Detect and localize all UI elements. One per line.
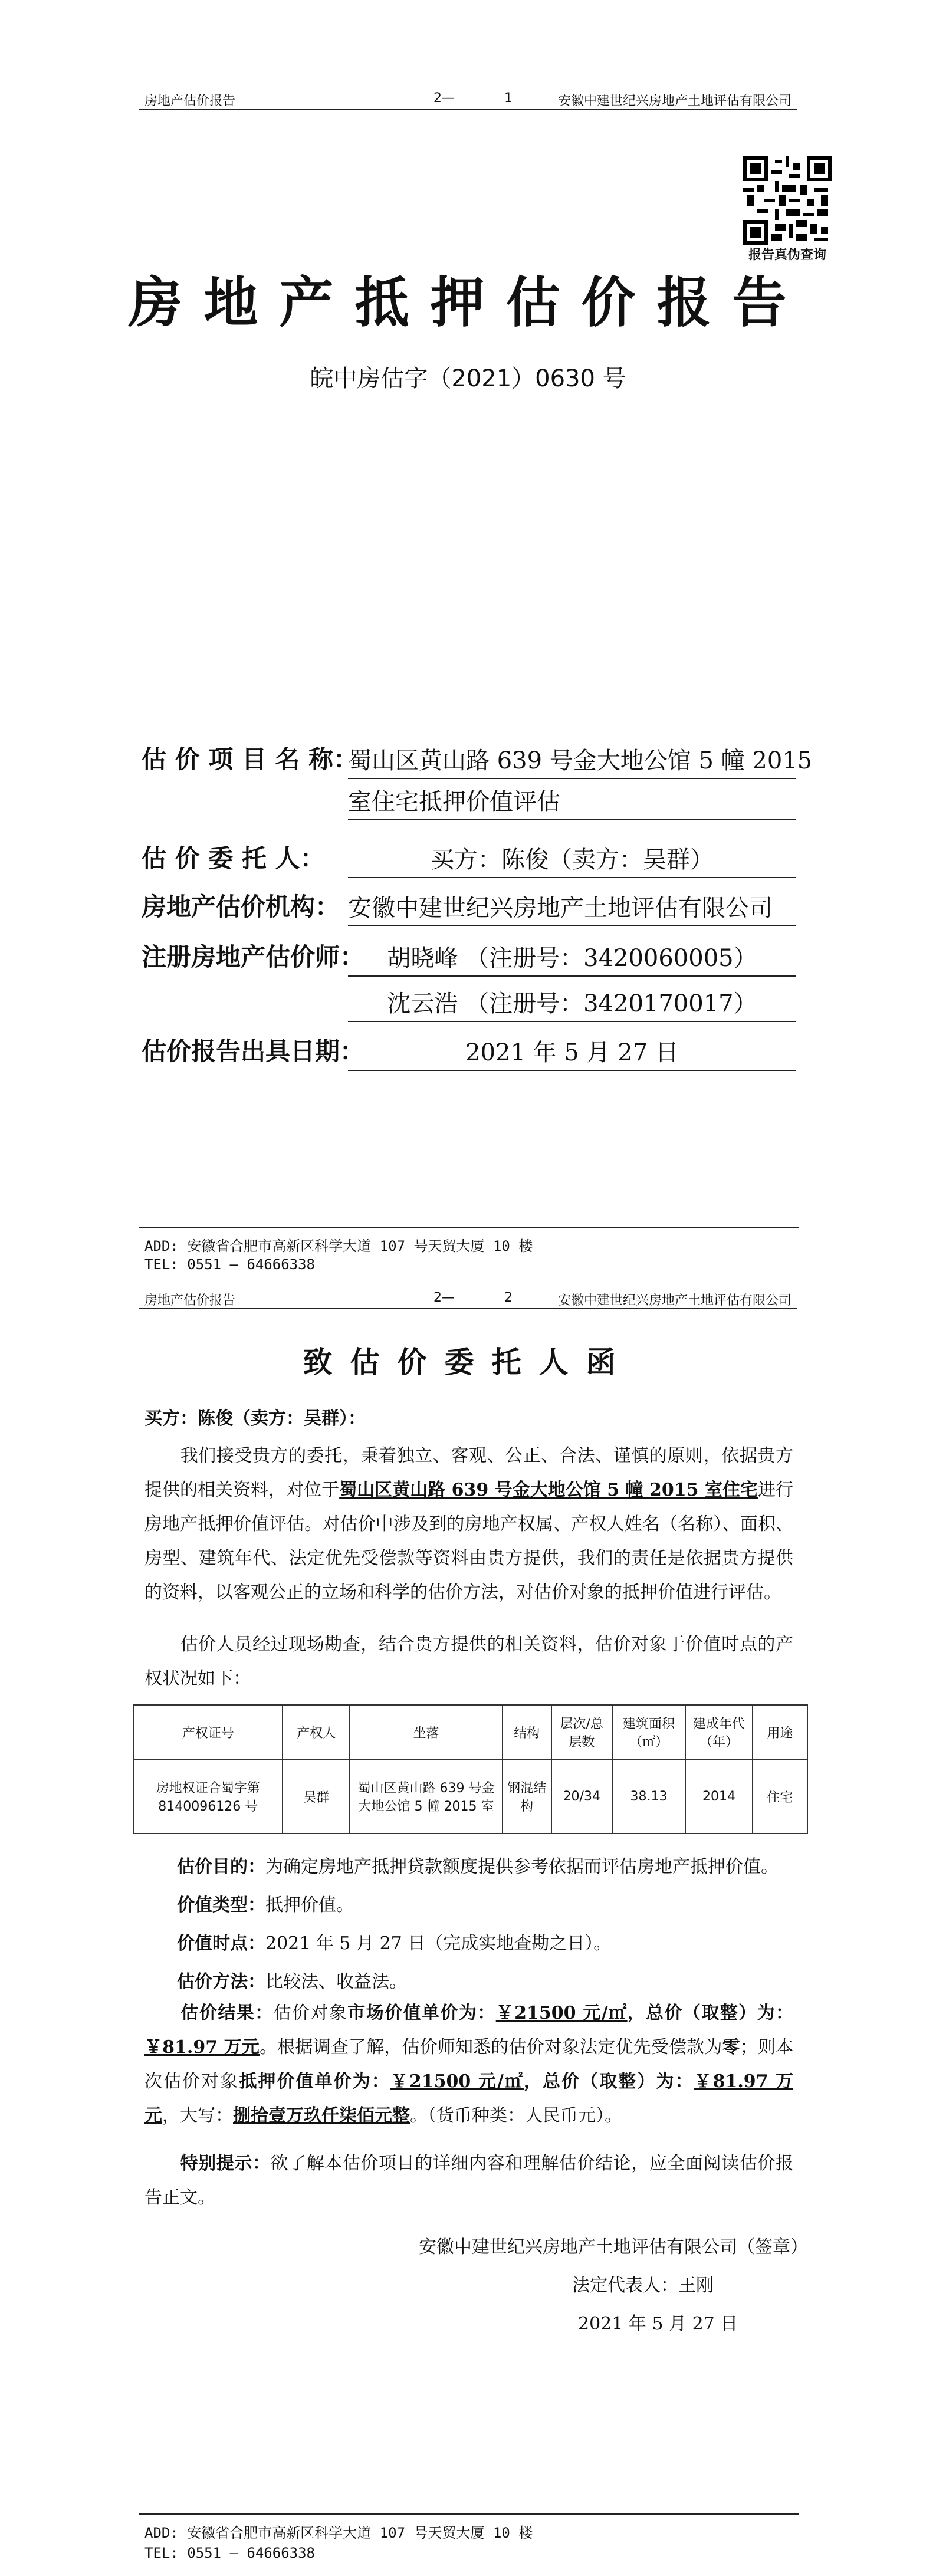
method-label: 估价方法： xyxy=(177,1972,265,1992)
para1-text-c: 进行房地产抵押价值评估。对估价中涉及到的房地产权属、产权人姓名（名称）、面积、房型、建筑年代、法定优先受偿款等资料由贵方提供，我们的责任是依据贵方提供的资料，以客观公正的立场和科学的估价方法，对估价对象的抵押价值进行评估。 xyxy=(144,1480,793,1603)
header-report-name: 房地产估价报告 xyxy=(144,94,236,109)
report-date-value: 2021 年 5 月 27 日 xyxy=(348,1034,796,1071)
footer-divider xyxy=(139,2513,799,2515)
purpose-value: 为确定房地产抵押贷款额度提供参考依据而评估房地产抵押价值。 xyxy=(265,1857,779,1877)
legal-representative: 法定代表人：王刚 xyxy=(572,2275,714,2296)
cell-use: 住宅 xyxy=(753,1759,807,1834)
client-label: 估 价 委 托 人： xyxy=(142,844,325,873)
report-date-label: 估价报告出具日期： xyxy=(142,1037,365,1066)
appraiser-label: 注册房地产估价师： xyxy=(142,942,365,971)
qr-code-icon[interactable] xyxy=(743,156,832,245)
header-report-name: 房地产估价报告 xyxy=(144,1293,236,1308)
purpose-line xyxy=(177,1852,779,1878)
value-time-line xyxy=(177,1928,611,1954)
footer-telephone: TEL: 0551 — 64666338 xyxy=(144,1256,315,1273)
header-page-prefix: 2— xyxy=(433,1290,455,1305)
result-text-8: ；则本次估价对象 xyxy=(144,2037,794,2092)
result-text-6: 。根据调查了解，估价师知悉的估价对象法定优先受偿款为 xyxy=(260,2037,722,2058)
result-text-4: ，总价（取整）为： xyxy=(627,2003,794,2023)
table-row xyxy=(133,1759,807,1834)
project-name-value-line2: 室住宅抵押价值评估 xyxy=(348,783,796,820)
result-text-1: 估价对象 xyxy=(273,2003,348,2023)
value-type-label: 价值类型： xyxy=(177,1895,265,1915)
letter-title: 致估价委托人函 xyxy=(303,1345,633,1379)
footer-divider xyxy=(139,1227,799,1228)
table-header-row xyxy=(133,1705,807,1759)
mortgage-unit-price: ￥21500 元/㎡ xyxy=(390,2071,524,2092)
special-note-paragraph xyxy=(144,2147,793,2215)
letter-paragraph-2 xyxy=(144,1628,793,1696)
result-text-11: ，总价（取整）为： xyxy=(523,2071,694,2092)
col-area: 建筑面积（㎡） xyxy=(612,1705,685,1759)
col-structure: 结构 xyxy=(503,1705,551,1759)
result-text-2: 市场价值单价为： xyxy=(347,2003,496,2023)
col-use: 用途 xyxy=(753,1705,807,1759)
result-label: 估价结果： xyxy=(180,2003,274,2023)
result-text-9: 抵押价值单价为： xyxy=(239,2071,390,2092)
appraiser-1: 胡晓峰 （注册号：3420060005） xyxy=(348,939,796,977)
document-number: 皖中房估字（2021）0630 号 xyxy=(310,365,626,392)
client-value: 买方：陈俊（卖方：吴群） xyxy=(348,841,796,878)
header-page-prefix: 2— xyxy=(433,91,455,106)
cell-cert-no: 房地权证合蜀字第8140096126 号 xyxy=(133,1759,283,1834)
value-type-value: 抵押价值。 xyxy=(265,1895,354,1915)
cell-location: 蜀山区黄山路 639 号金大地公馆 5 幢 2015 室 xyxy=(350,1759,503,1834)
cell-area: 38.13 xyxy=(612,1759,685,1834)
cell-owner: 吴群 xyxy=(283,1759,350,1834)
property-address: 蜀山区黄山路 639 号金大地公馆 5 幢 2015 室住宅 xyxy=(339,1480,758,1500)
market-total-price: ￥81.97 万元 xyxy=(144,2037,260,2058)
signature-company: 安徽中建世纪兴房地产土地评估有限公司（签章） xyxy=(419,2237,808,2258)
qr-caption: 报告真伪查询 xyxy=(748,248,826,262)
appraisal-org-label: 房地产估价机构： xyxy=(142,892,340,921)
result-paragraph xyxy=(144,1996,793,2133)
result-text-15: 。（货币种类：人民币元）。 xyxy=(410,2105,622,2126)
letter-paragraph-1 xyxy=(144,1439,793,1610)
special-note-label: 特别提示： xyxy=(180,2153,271,2174)
header-company: 安徽中建世纪兴房地产土地评估有限公司 xyxy=(557,94,792,109)
value-type-line xyxy=(177,1890,354,1916)
value-time-label: 价值时点： xyxy=(177,1933,265,1954)
col-floor: 层次/总层数 xyxy=(551,1705,612,1759)
cell-floor: 20/34 xyxy=(551,1759,612,1834)
col-owner: 产权人 xyxy=(283,1705,350,1759)
appraiser-2: 沈云浩 （注册号：3420170017） xyxy=(348,985,796,1022)
report-title: 房地产抵押估价报告 xyxy=(128,271,808,334)
method-value: 比较法、收益法。 xyxy=(265,1972,407,1992)
cell-year: 2014 xyxy=(685,1759,753,1834)
property-rights-table xyxy=(133,1704,808,1834)
purpose-label: 估价目的： xyxy=(177,1857,265,1877)
header-page-number: 2 xyxy=(504,1290,513,1305)
letter-addressee: 买方：陈俊（卖方：吴群）： xyxy=(144,1408,366,1429)
value-time-value: 2021 年 5 月 27 日（完成实地查勘之日）。 xyxy=(265,1933,612,1954)
signature-date: 2021 年 5 月 27 日 xyxy=(578,2314,738,2334)
special-note-value: 欲了解本估价项目的详细内容和理解估价结论，应全面阅读估价报告正文。 xyxy=(144,2153,794,2208)
para2-text: 估价人员经过现场勘查，结合贵方提供的相关资料，估价对象于价值时点的产权状况如下： xyxy=(144,1634,793,1689)
cell-structure: 钢混结构 xyxy=(503,1759,551,1834)
header-page-number: 1 xyxy=(504,91,513,106)
footer-address: ADD: 安徽省合肥市高新区科学大道 107 号天贸大厦 10 楼 xyxy=(144,2525,533,2541)
footer-address: ADD: 安徽省合肥市高新区科学大道 107 号天贸大厦 10 楼 xyxy=(144,1238,533,1254)
amount-in-words: 捌拾壹万玖仟柒佰元整 xyxy=(233,2105,410,2126)
col-year: 建成年代（年） xyxy=(685,1705,753,1759)
para1-text-a: 我们接受贵方的委托，秉着独立、客观、公正、合法、谨慎的原则，依据贵方提供的相关资料，对位于 xyxy=(144,1445,793,1500)
market-unit-price: ￥21500 元/㎡ xyxy=(495,2003,628,2023)
page-header xyxy=(139,88,797,110)
header-company: 安徽中建世纪兴房地产土地评估有限公司 xyxy=(557,1293,792,1308)
appraisal-org-value: 安徽中建世纪兴房地产土地评估有限公司 xyxy=(348,889,796,926)
mortgage-total-price: ￥81.97 万元 xyxy=(144,2071,794,2126)
page-header xyxy=(139,1288,797,1309)
project-name-value-line1: 蜀山区黄山路 639 号金大地公馆 5 幢 2015 xyxy=(348,742,796,779)
method-line xyxy=(177,1967,407,1993)
priority-payment: 零 xyxy=(722,2037,740,2058)
footer-telephone: TEL: 0551 — 64666338 xyxy=(144,2545,315,2561)
project-name-label: 估 价 项 目 名 称： xyxy=(142,745,359,774)
col-cert-no: 产权证号 xyxy=(133,1705,283,1759)
col-location: 坐落 xyxy=(350,1705,503,1759)
result-text-13: ，大写： xyxy=(162,2105,233,2126)
